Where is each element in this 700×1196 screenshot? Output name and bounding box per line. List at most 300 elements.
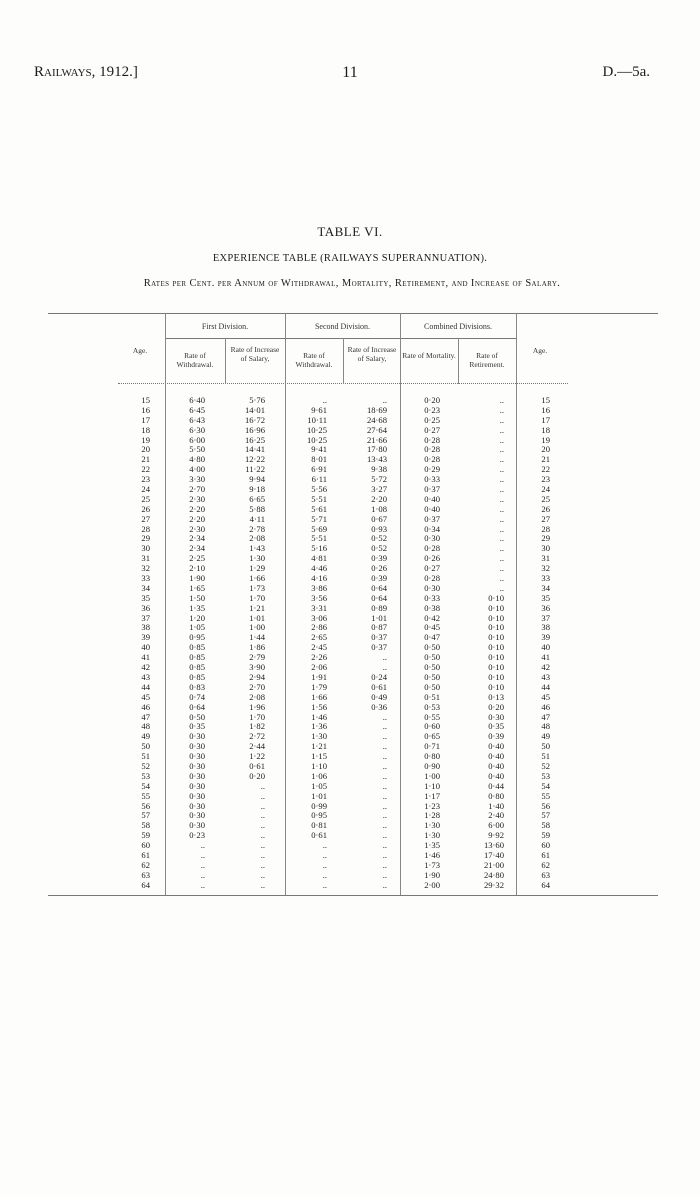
mortality-header: Rate of Mortality.: [402, 351, 456, 360]
salary-second-cell: 2·20: [371, 493, 387, 504]
mortality-cell: 0·28: [424, 454, 440, 465]
age-cell: 27: [141, 513, 150, 524]
salary-second-cell: 0·64: [371, 582, 387, 593]
retirement-cell: 6·00: [488, 820, 504, 831]
withdrawal-first-cell: 0·83: [189, 681, 205, 692]
table-row: [0, 752, 700, 762]
table-row: [0, 713, 700, 723]
age-cell: 51: [141, 751, 150, 762]
withdrawal-first-cell: 5·50: [189, 444, 205, 455]
age-right-cell: 32: [541, 563, 550, 574]
table-row: [0, 811, 700, 821]
salary-first-cell: ..: [260, 780, 265, 791]
age-cell: 34: [141, 582, 150, 593]
age-right-cell: 22: [541, 464, 550, 475]
age-right-cell: 58: [541, 820, 550, 831]
retirement-cell: 0·10: [488, 681, 504, 692]
age-cell: 52: [141, 760, 150, 771]
withdrawal-second-cell: 6·91: [311, 464, 327, 475]
retirement-cell: 0·40: [488, 741, 504, 752]
age-right-cell: 39: [541, 632, 550, 643]
age-cell: 46: [141, 701, 150, 712]
table-heading: Rates per Cent. per Annum of Withdrawal, Mortality, Retirement, and Increase of Salary.: [143, 278, 561, 289]
salary-second-cell: 27·64: [366, 424, 387, 435]
table-row: [0, 653, 700, 663]
withdrawal-second-cell: 3·86: [311, 582, 327, 593]
mortality-cell: 0·50: [424, 652, 440, 663]
mortality-cell: 0·28: [424, 573, 440, 584]
withdrawal-first-cell: 1·50: [189, 592, 205, 603]
mortality-cell: 0·37: [424, 513, 440, 524]
salary-second-cell: 0·24: [371, 671, 387, 682]
salary-first-cell: 2·70: [249, 681, 265, 692]
withdrawal-first-cell: 0·85: [189, 652, 205, 663]
mortality-cell: 0·65: [424, 731, 440, 742]
table-row: [0, 742, 700, 752]
salary-first-cell: 11·22: [245, 464, 265, 475]
salary-first-cell: ..: [260, 830, 265, 841]
salary-second-cell: 0·39: [371, 573, 387, 584]
age-cell: 28: [141, 523, 150, 534]
retirement-cell: ..: [499, 582, 504, 593]
retirement-cell: 0·10: [488, 632, 504, 643]
salary-second-cell: 0·67: [371, 513, 387, 524]
withdrawal-second-cell: 8·01: [311, 454, 327, 465]
age-cell: 32: [141, 563, 150, 574]
age-right-cell: 48: [541, 721, 550, 732]
age-right-cell: 46: [541, 701, 550, 712]
withdrawal-first-cell: 2·30: [189, 523, 205, 534]
withdrawal-second-cell: 2·06: [311, 662, 327, 673]
mortality-cell: 0·71: [424, 741, 440, 752]
withdrawal-second-cell: 5·56: [311, 484, 327, 495]
table-row: [0, 881, 700, 891]
table-row: [0, 722, 700, 732]
age-cell: 48: [141, 721, 150, 732]
mortality-cell: 0·60: [424, 721, 440, 732]
salary-first-cell: 1·29: [249, 563, 265, 574]
withdrawal-second-cell: 3·31: [311, 602, 327, 613]
retirement-cell: 0·40: [488, 770, 504, 781]
withdrawal-first-cell: 0·30: [189, 810, 205, 821]
withdrawal-first-cell: 1·65: [189, 582, 205, 593]
age-right-cell: 52: [541, 760, 550, 771]
salary-first-cell: ..: [260, 879, 265, 890]
retirement-cell: 0·10: [488, 602, 504, 613]
withdrawal-second-cell: 1·01: [311, 790, 327, 801]
age-cell: 39: [141, 632, 150, 643]
withdrawal-header-first: Rate of Withdrawal.: [176, 351, 214, 369]
withdrawal-first-cell: 6·30: [189, 424, 205, 435]
salary-first-cell: 0·20: [249, 770, 265, 781]
salary-second-cell: 0·49: [371, 691, 387, 702]
retirement-header: Rate of Retirement.: [469, 351, 505, 369]
table-bottom-rule: [48, 895, 658, 896]
salary-second-cell: ..: [382, 800, 387, 811]
withdrawal-second-cell: 0·61: [311, 830, 327, 841]
withdrawal-second-cell: 5·51: [311, 533, 327, 544]
table-subtitle: EXPERIENCE TABLE (RAILWAYS SUPERANNUATION).: [212, 253, 488, 264]
age-cell: 58: [141, 820, 150, 831]
age-cell: 16: [141, 404, 150, 415]
table-row: [0, 525, 700, 535]
withdrawal-second-cell: 6·11: [311, 474, 327, 485]
withdrawal-first-cell: 0·30: [189, 751, 205, 762]
table-row: [0, 643, 700, 653]
table-row: [0, 515, 700, 525]
age-cell: 55: [141, 790, 150, 801]
table-row: [0, 673, 700, 683]
withdrawal-second-cell: 2·45: [311, 642, 327, 653]
salary-first-cell: 5·76: [249, 395, 265, 405]
mortality-cell: 0·33: [424, 592, 440, 603]
mortality-cell: 0·80: [424, 751, 440, 762]
mortality-cell: 1·46: [424, 849, 440, 860]
withdrawal-first-cell: 0·95: [189, 632, 205, 643]
retirement-cell: 0·20: [488, 701, 504, 712]
mortality-cell: 1·30: [424, 820, 440, 831]
retirement-cell: ..: [499, 563, 504, 574]
withdrawal-first-cell: 0·30: [189, 731, 205, 742]
age-cell: 30: [141, 543, 150, 554]
age-right-cell: 25: [541, 493, 550, 504]
mortality-cell: 0·29: [424, 464, 440, 475]
age-right-cell: 44: [541, 681, 550, 692]
table-row: [0, 416, 700, 426]
withdrawal-first-cell: ..: [200, 849, 205, 860]
salary-first-cell: 1·43: [249, 543, 265, 554]
age-right-cell: 30: [541, 543, 550, 554]
salary-second-cell: 0·36: [371, 701, 387, 712]
table-row: [0, 614, 700, 624]
age-right-cell: 27: [541, 513, 550, 524]
age-cell: 56: [141, 800, 150, 811]
table-top-rule: [48, 313, 658, 314]
salary-second-cell: 24·68: [366, 414, 387, 425]
retirement-cell: ..: [499, 543, 504, 554]
age-right-cell: 47: [541, 711, 550, 722]
salary-first-cell: ..: [260, 840, 265, 851]
salary-second-cell: 0·61: [371, 681, 387, 692]
age-right-cell: 64: [541, 879, 550, 890]
age-right-cell: 16: [541, 404, 550, 415]
table-row: [0, 831, 700, 841]
salary-first-cell: 2·08: [249, 533, 265, 544]
age-cell: 31: [141, 553, 150, 564]
retirement-cell: 1·40: [488, 800, 504, 811]
age-right-cell: 29: [541, 533, 550, 544]
first-division-header: First Division.: [201, 322, 249, 331]
retirement-cell: ..: [499, 395, 504, 405]
withdrawal-first-cell: 1·05: [189, 622, 205, 633]
age-cell: 59: [141, 830, 150, 841]
retirement-cell: 0·39: [488, 731, 504, 742]
table-row: [0, 584, 700, 594]
withdrawal-second-cell: 4·16: [311, 573, 327, 584]
mortality-cell: 0·30: [424, 533, 440, 544]
salary-second-cell: ..: [382, 859, 387, 870]
mortality-cell: 2·00: [424, 879, 440, 890]
withdrawal-first-cell: 1·90: [189, 573, 205, 584]
retirement-cell: ..: [499, 404, 504, 415]
salary-second-cell: ..: [382, 751, 387, 762]
age-header-right: Age.: [532, 346, 548, 355]
age-cell: 43: [141, 671, 150, 682]
table-row: [0, 821, 700, 831]
table-row: [0, 396, 700, 406]
table-row: [0, 703, 700, 713]
age-right-cell: 49: [541, 731, 550, 742]
mortality-cell: 0·23: [424, 404, 440, 415]
age-cell: 19: [141, 434, 150, 445]
salary-first-cell: 2·44: [249, 741, 265, 752]
withdrawal-first-cell: 3·30: [189, 474, 205, 485]
salary-first-cell: ..: [260, 800, 265, 811]
withdrawal-first-cell: 4·80: [189, 454, 205, 465]
age-right-cell: 51: [541, 751, 550, 762]
mortality-cell: 0·51: [424, 691, 440, 702]
age-right-cell: 40: [541, 642, 550, 653]
mortality-cell: 1·23: [424, 800, 440, 811]
withdrawal-second-cell: 3·56: [311, 592, 327, 603]
retirement-cell: ..: [499, 424, 504, 435]
salary-second-cell: ..: [382, 830, 387, 841]
mortality-cell: 0·30: [424, 582, 440, 593]
table-row: [0, 445, 700, 455]
table-row: [0, 574, 700, 584]
withdrawal-second-cell: 1·66: [311, 691, 327, 702]
salary-first-cell: 1·70: [249, 592, 265, 603]
table-row: [0, 604, 700, 614]
withdrawal-second-cell: 0·99: [311, 800, 327, 811]
age-cell: 45: [141, 691, 150, 702]
age-right-cell: 23: [541, 474, 550, 485]
withdrawal-first-cell: 2·34: [189, 533, 205, 544]
withdrawal-first-cell: ..: [200, 859, 205, 870]
age-right-cell: 43: [541, 671, 550, 682]
mortality-cell: 0·33: [424, 474, 440, 485]
retirement-cell: 17·40: [483, 849, 504, 860]
salary-first-cell: ..: [260, 820, 265, 831]
table-row: [0, 544, 700, 554]
table-row: [0, 465, 700, 475]
withdrawal-second-cell: ..: [322, 395, 327, 405]
table-row: [0, 554, 700, 564]
withdrawal-second-cell: 1·15: [311, 751, 327, 762]
salary-first-cell: 1·73: [249, 582, 265, 593]
salary-first-cell: 6·65: [249, 493, 265, 504]
withdrawal-second-cell: ..: [322, 879, 327, 890]
table-body: [0, 396, 700, 891]
mortality-cell: 0·27: [424, 424, 440, 435]
table-row: [0, 851, 700, 861]
age-cell: 23: [141, 474, 150, 485]
age-cell: 64: [141, 879, 150, 890]
salary-second-cell: ..: [382, 840, 387, 851]
table-row: [0, 426, 700, 436]
withdrawal-first-cell: 2·20: [189, 513, 205, 524]
mortality-cell: 1·90: [424, 869, 440, 880]
withdrawal-second-cell: 0·81: [311, 820, 327, 831]
withdrawal-first-cell: 0·30: [189, 770, 205, 781]
retirement-cell: ..: [499, 503, 504, 514]
withdrawal-first-cell: 2·34: [189, 543, 205, 554]
mortality-cell: 0·50: [424, 642, 440, 653]
age-right-cell: 28: [541, 523, 550, 534]
mortality-cell: 0·50: [424, 681, 440, 692]
retirement-cell: ..: [499, 573, 504, 584]
age-right-cell: 36: [541, 602, 550, 613]
age-right-cell: 31: [541, 553, 550, 564]
table-row: [0, 871, 700, 881]
salary-second-cell: 1·01: [371, 612, 387, 623]
table-title: TABLE VI.: [317, 224, 383, 239]
table-row: [0, 772, 700, 782]
withdrawal-first-cell: 0·30: [189, 741, 205, 752]
table-row: [0, 505, 700, 515]
withdrawal-second-cell: 0·95: [311, 810, 327, 821]
withdrawal-first-cell: 0·74: [189, 691, 205, 702]
mortality-cell: 0·38: [424, 602, 440, 613]
withdrawal-first-cell: 2·25: [189, 553, 205, 564]
table-row: [0, 841, 700, 851]
withdrawal-second-cell: ..: [322, 840, 327, 851]
withdrawal-second-cell: 10·25: [306, 434, 327, 445]
group-header-rule: [165, 338, 516, 339]
age-cell: 63: [141, 869, 150, 880]
age-right-cell: 26: [541, 503, 550, 514]
retirement-cell: 0·30: [488, 711, 504, 722]
table-row: [0, 475, 700, 485]
salary-first-cell: 14·41: [244, 444, 265, 455]
withdrawal-second-cell: 1·46: [311, 711, 327, 722]
withdrawal-second-cell: 9·41: [311, 444, 327, 455]
salary-second-cell: ..: [382, 395, 387, 405]
age-cell: 50: [141, 741, 150, 752]
withdrawal-first-cell: 0·85: [189, 671, 205, 682]
age-right-cell: 63: [541, 869, 550, 880]
age-cell: 57: [141, 810, 150, 821]
table-row: [0, 594, 700, 604]
withdrawal-second-cell: 9·61: [311, 404, 327, 415]
retirement-cell: ..: [499, 444, 504, 455]
salary-second-cell: ..: [382, 721, 387, 732]
salary-second-cell: 0·64: [371, 592, 387, 603]
age-right-cell: 15: [541, 395, 550, 405]
age-cell: 62: [141, 859, 150, 870]
second-division-header: Second Division.: [314, 322, 371, 331]
withdrawal-first-cell: 6·40: [189, 395, 205, 405]
mortality-cell: 1·00: [424, 770, 440, 781]
mortality-cell: 0·47: [424, 632, 440, 643]
salary-first-cell: 1·22: [249, 751, 265, 762]
age-right-cell: 45: [541, 691, 550, 702]
mortality-cell: 0·53: [424, 701, 440, 712]
withdrawal-second-cell: 1·05: [311, 780, 327, 791]
salary-second-cell: ..: [382, 780, 387, 791]
combined-divisions-header: Combined Divisions.: [423, 322, 492, 331]
salary-first-cell: 1·82: [249, 721, 265, 732]
mortality-cell: 0·28: [424, 444, 440, 455]
withdrawal-first-cell: 0·85: [189, 662, 205, 673]
salary-second-cell: ..: [382, 810, 387, 821]
table-row: [0, 455, 700, 465]
salary-first-cell: ..: [260, 869, 265, 880]
age-right-cell: 35: [541, 592, 550, 603]
age-cell: 22: [141, 464, 150, 475]
table-row: [0, 633, 700, 643]
withdrawal-second-cell: 2·86: [311, 622, 327, 633]
mortality-cell: 0·45: [424, 622, 440, 633]
retirement-cell: 0·10: [488, 612, 504, 623]
column-divider: [458, 338, 459, 384]
mortality-cell: 1·35: [424, 840, 440, 851]
salary-first-cell: ..: [260, 810, 265, 821]
table-row: [0, 436, 700, 446]
retirement-cell: 0·40: [488, 751, 504, 762]
mortality-cell: 1·10: [424, 780, 440, 791]
withdrawal-first-cell: 0·64: [189, 701, 205, 712]
salary-second-cell: 0·39: [371, 553, 387, 564]
column-divider: [225, 338, 226, 384]
withdrawal-first-cell: ..: [200, 869, 205, 880]
table-row: [0, 406, 700, 416]
mortality-cell: 0·20: [424, 395, 440, 405]
retirement-cell: 13·60: [483, 840, 504, 851]
withdrawal-first-cell: 0·85: [189, 642, 205, 653]
age-right-cell: 54: [541, 780, 550, 791]
retirement-cell: 29·32: [483, 879, 504, 890]
age-cell: 53: [141, 770, 150, 781]
withdrawal-second-cell: 10·25: [306, 424, 327, 435]
age-right-cell: 53: [541, 770, 550, 781]
salary-second-cell: 0·93: [371, 523, 387, 534]
retirement-cell: 0·10: [488, 622, 504, 633]
age-cell: 37: [141, 612, 150, 623]
salary-second-cell: 18·69: [366, 404, 387, 415]
withdrawal-second-cell: 1·10: [311, 760, 327, 771]
column-divider: [343, 338, 344, 384]
salary-first-cell: 16·25: [244, 434, 265, 445]
salary-second-cell: 9·38: [371, 464, 387, 475]
age-right-cell: 50: [541, 741, 550, 752]
salary-first-cell: 9·18: [249, 484, 265, 495]
salary-second-cell: ..: [382, 760, 387, 771]
age-cell: 21: [141, 454, 150, 465]
age-right-cell: 34: [541, 582, 550, 593]
mortality-cell: 0·28: [424, 434, 440, 445]
mortality-cell: 1·73: [424, 859, 440, 870]
salary-first-cell: ..: [260, 849, 265, 860]
retirement-cell: 0·13: [488, 691, 504, 702]
age-cell: 42: [141, 662, 150, 673]
salary-first-cell: 1·30: [249, 553, 265, 564]
salary-first-cell: 2·79: [249, 652, 265, 663]
retirement-cell: 0·10: [488, 652, 504, 663]
age-header: Age.: [132, 346, 148, 355]
salary-second-cell: ..: [382, 652, 387, 663]
mortality-cell: 0·27: [424, 563, 440, 574]
age-cell: 36: [141, 602, 150, 613]
retirement-cell: ..: [499, 474, 504, 485]
salary-second-cell: ..: [382, 741, 387, 752]
salary-second-cell: 0·37: [371, 642, 387, 653]
retirement-cell: 24·80: [483, 869, 504, 880]
salary-second-cell: ..: [382, 879, 387, 890]
retirement-cell: 0·10: [488, 671, 504, 682]
salary-second-cell: ..: [382, 662, 387, 673]
withdrawal-first-cell: 0·30: [189, 820, 205, 831]
